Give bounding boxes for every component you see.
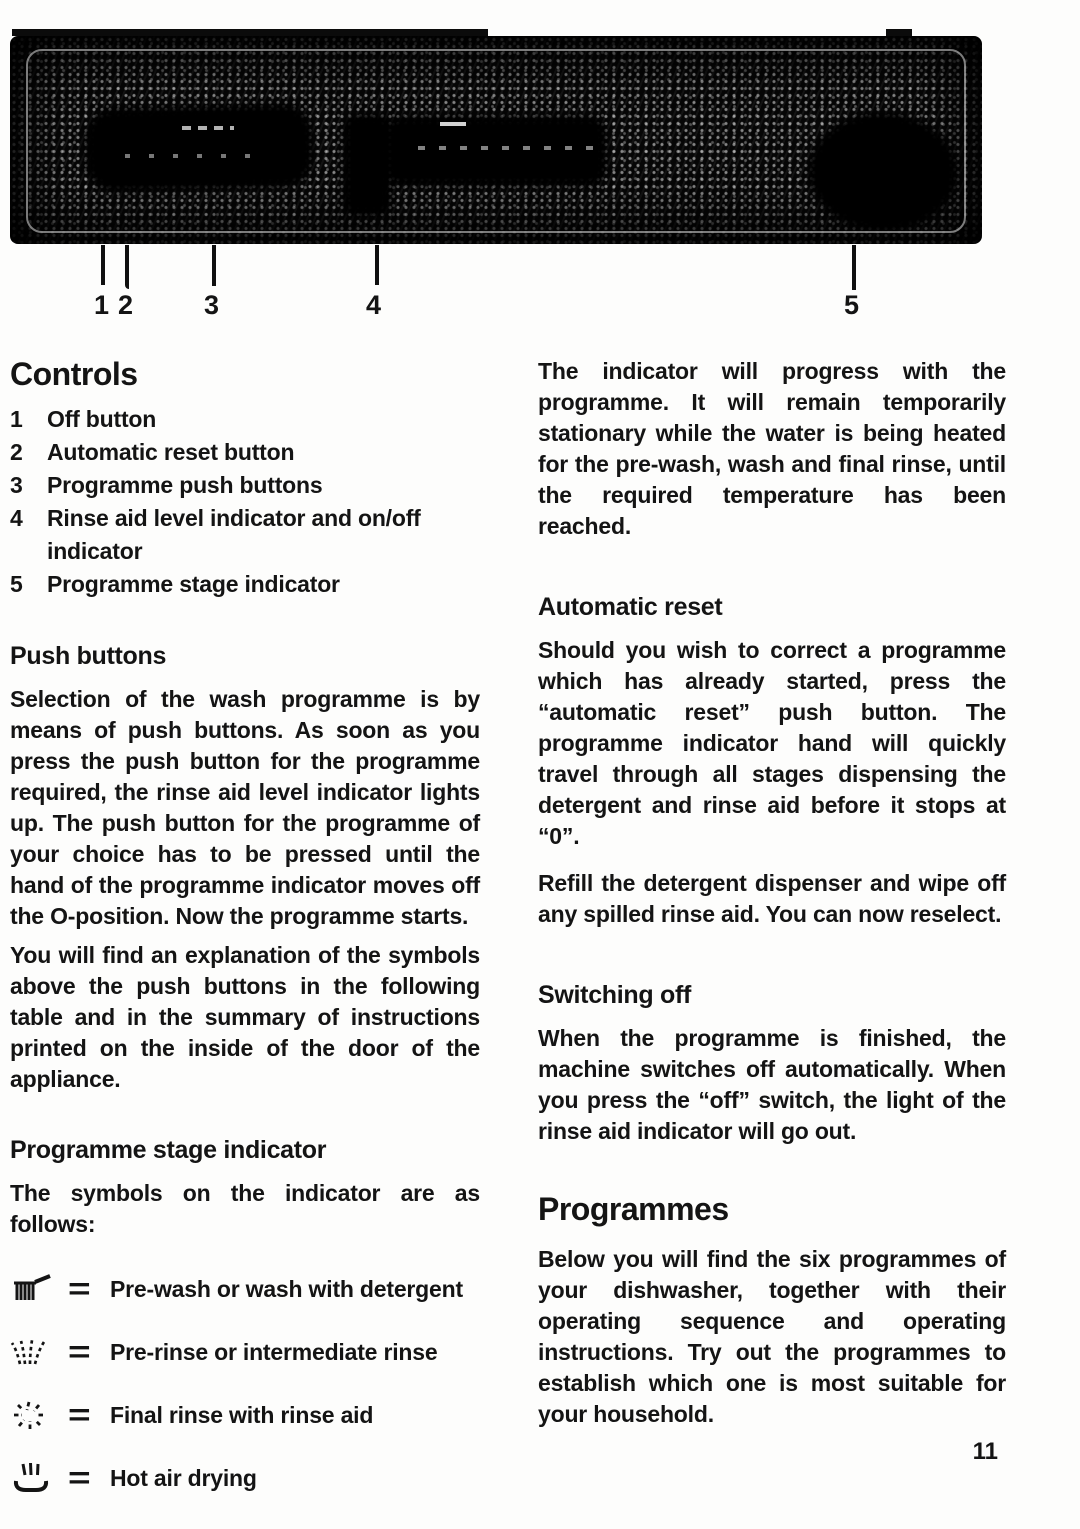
legend-row-wash	[10, 1266, 480, 1312]
list-item-number: 3	[10, 472, 23, 498]
list-item-number: 1	[10, 406, 23, 432]
panel-button-markings	[125, 154, 265, 158]
left-column	[10, 356, 480, 1518]
equals-sign: =	[68, 1460, 91, 1495]
list-item	[10, 436, 480, 469]
panel-scale-markings	[418, 146, 598, 150]
legend-row-pre-rinse	[10, 1329, 480, 1375]
final-rinse-sparkle-icon	[10, 1396, 68, 1434]
panel-highlight	[182, 126, 234, 130]
list-item	[10, 469, 480, 502]
list-item	[10, 502, 480, 568]
list-item	[10, 403, 480, 436]
right-column	[538, 356, 1006, 1466]
automatic-reset-heading: Automatic reset	[538, 593, 723, 621]
legend-label: Final rinse with rinse aid	[110, 1401, 374, 1428]
legend-row-hot-air	[10, 1455, 480, 1501]
callout-number-5: 5	[844, 290, 860, 320]
switching-off-heading: Switching off	[538, 981, 692, 1009]
equals-sign: =	[68, 1334, 91, 1369]
automatic-reset-paragraph-1: Should you wish to correct a programme which has already started, press the “automatic reset” push button. The programme indicator hand will quickly travel through all stages dispensing the detergent and rinse aid before it stops at “0”.	[538, 637, 1006, 849]
programme-stage-intro: The symbols on the indicator are as follows:	[10, 1180, 480, 1237]
list-item	[10, 568, 480, 601]
callout-line-2	[125, 245, 129, 289]
legend-row-final-rinse	[10, 1392, 480, 1438]
push-buttons-paragraph-1: Selection of the wash programme is by means of push buttons. As soon as you press the push button for the programme required, the rinse aid level indicator lights up. The push button for the programme of your choice has to be pressed until the hand of the programme indicator moves off the O-position. Now the programme starts.	[10, 686, 480, 929]
wash-with-detergent-icon	[10, 1273, 68, 1305]
list-item-label: Programme stage indicator	[47, 571, 340, 597]
page-number: 11	[972, 1438, 998, 1465]
push-buttons-heading: Push buttons	[10, 642, 167, 670]
list-item-label: Off button	[47, 406, 157, 432]
automatic-reset-paragraph-2: Refill the detergent dispenser and wipe off any spilled rinse aid. You can now reselect.	[538, 870, 1006, 927]
list-item-number: 4	[10, 505, 23, 531]
programme-stage-heading: Programme stage indicator	[10, 1136, 327, 1164]
callout-line-5	[852, 245, 856, 290]
legend-label: Hot air drying	[110, 1464, 257, 1491]
list-item-label: Automatic reset button	[47, 439, 295, 465]
equals-sign: =	[68, 1397, 91, 1432]
equals-sign: =	[68, 1271, 91, 1306]
controls-list	[10, 403, 480, 601]
callout-number-4: 4	[366, 290, 382, 320]
programmes-paragraph: Below you will find the six programmes of your dishwasher, together with their operating sequence and operating instructions. Try out the programmes to establish which one is most suitable for your household.	[538, 1246, 1006, 1427]
controls-heading: Controls	[10, 356, 138, 392]
indicator-progress-paragraph: The indicator will progress with the programme. It will remain temporarily stationary while the water is being heated for the pre-wash, wash and final rinse, until the required temperature has been reached.	[538, 358, 1006, 539]
callout-number-1: 1	[94, 290, 110, 320]
panel-highlight	[440, 122, 466, 126]
symbol-legend	[10, 1266, 480, 1501]
callout-number-2: 2	[118, 290, 134, 320]
list-item-number: 2	[10, 439, 23, 465]
photo-ragged-edge	[12, 29, 488, 36]
photo-ragged-edge	[886, 29, 912, 36]
callout-line-3	[212, 245, 216, 286]
hot-air-drying-icon	[10, 1461, 68, 1495]
rinse-spray-icon	[10, 1336, 68, 1368]
callout-line-1	[101, 245, 105, 285]
callout-line-4	[375, 245, 379, 285]
panel-frame-outline	[26, 49, 966, 233]
switching-off-paragraph: When the programme is finished, the machine switches off automatically. When you press the “off” switch, the light of the rinse aid indicator will go out.	[538, 1025, 1006, 1144]
list-item-number: 5	[10, 571, 23, 597]
list-item-label: Programme push buttons	[47, 472, 323, 498]
control-panel-photo	[10, 36, 982, 244]
programmes-heading: Programmes	[538, 1191, 729, 1227]
list-item-label: Rinse aid level indicator and on/off indicator	[47, 505, 421, 564]
legend-label: Pre-wash or wash with detergent	[110, 1275, 463, 1302]
push-buttons-paragraph-2: You will find an explanation of the symbols above the push buttons in the following table and in the summary of instructions printed on the inside of the door of the appliance.	[10, 942, 480, 1092]
callout-number-3: 3	[204, 290, 220, 320]
legend-label: Pre-rinse or intermediate rinse	[110, 1338, 438, 1365]
